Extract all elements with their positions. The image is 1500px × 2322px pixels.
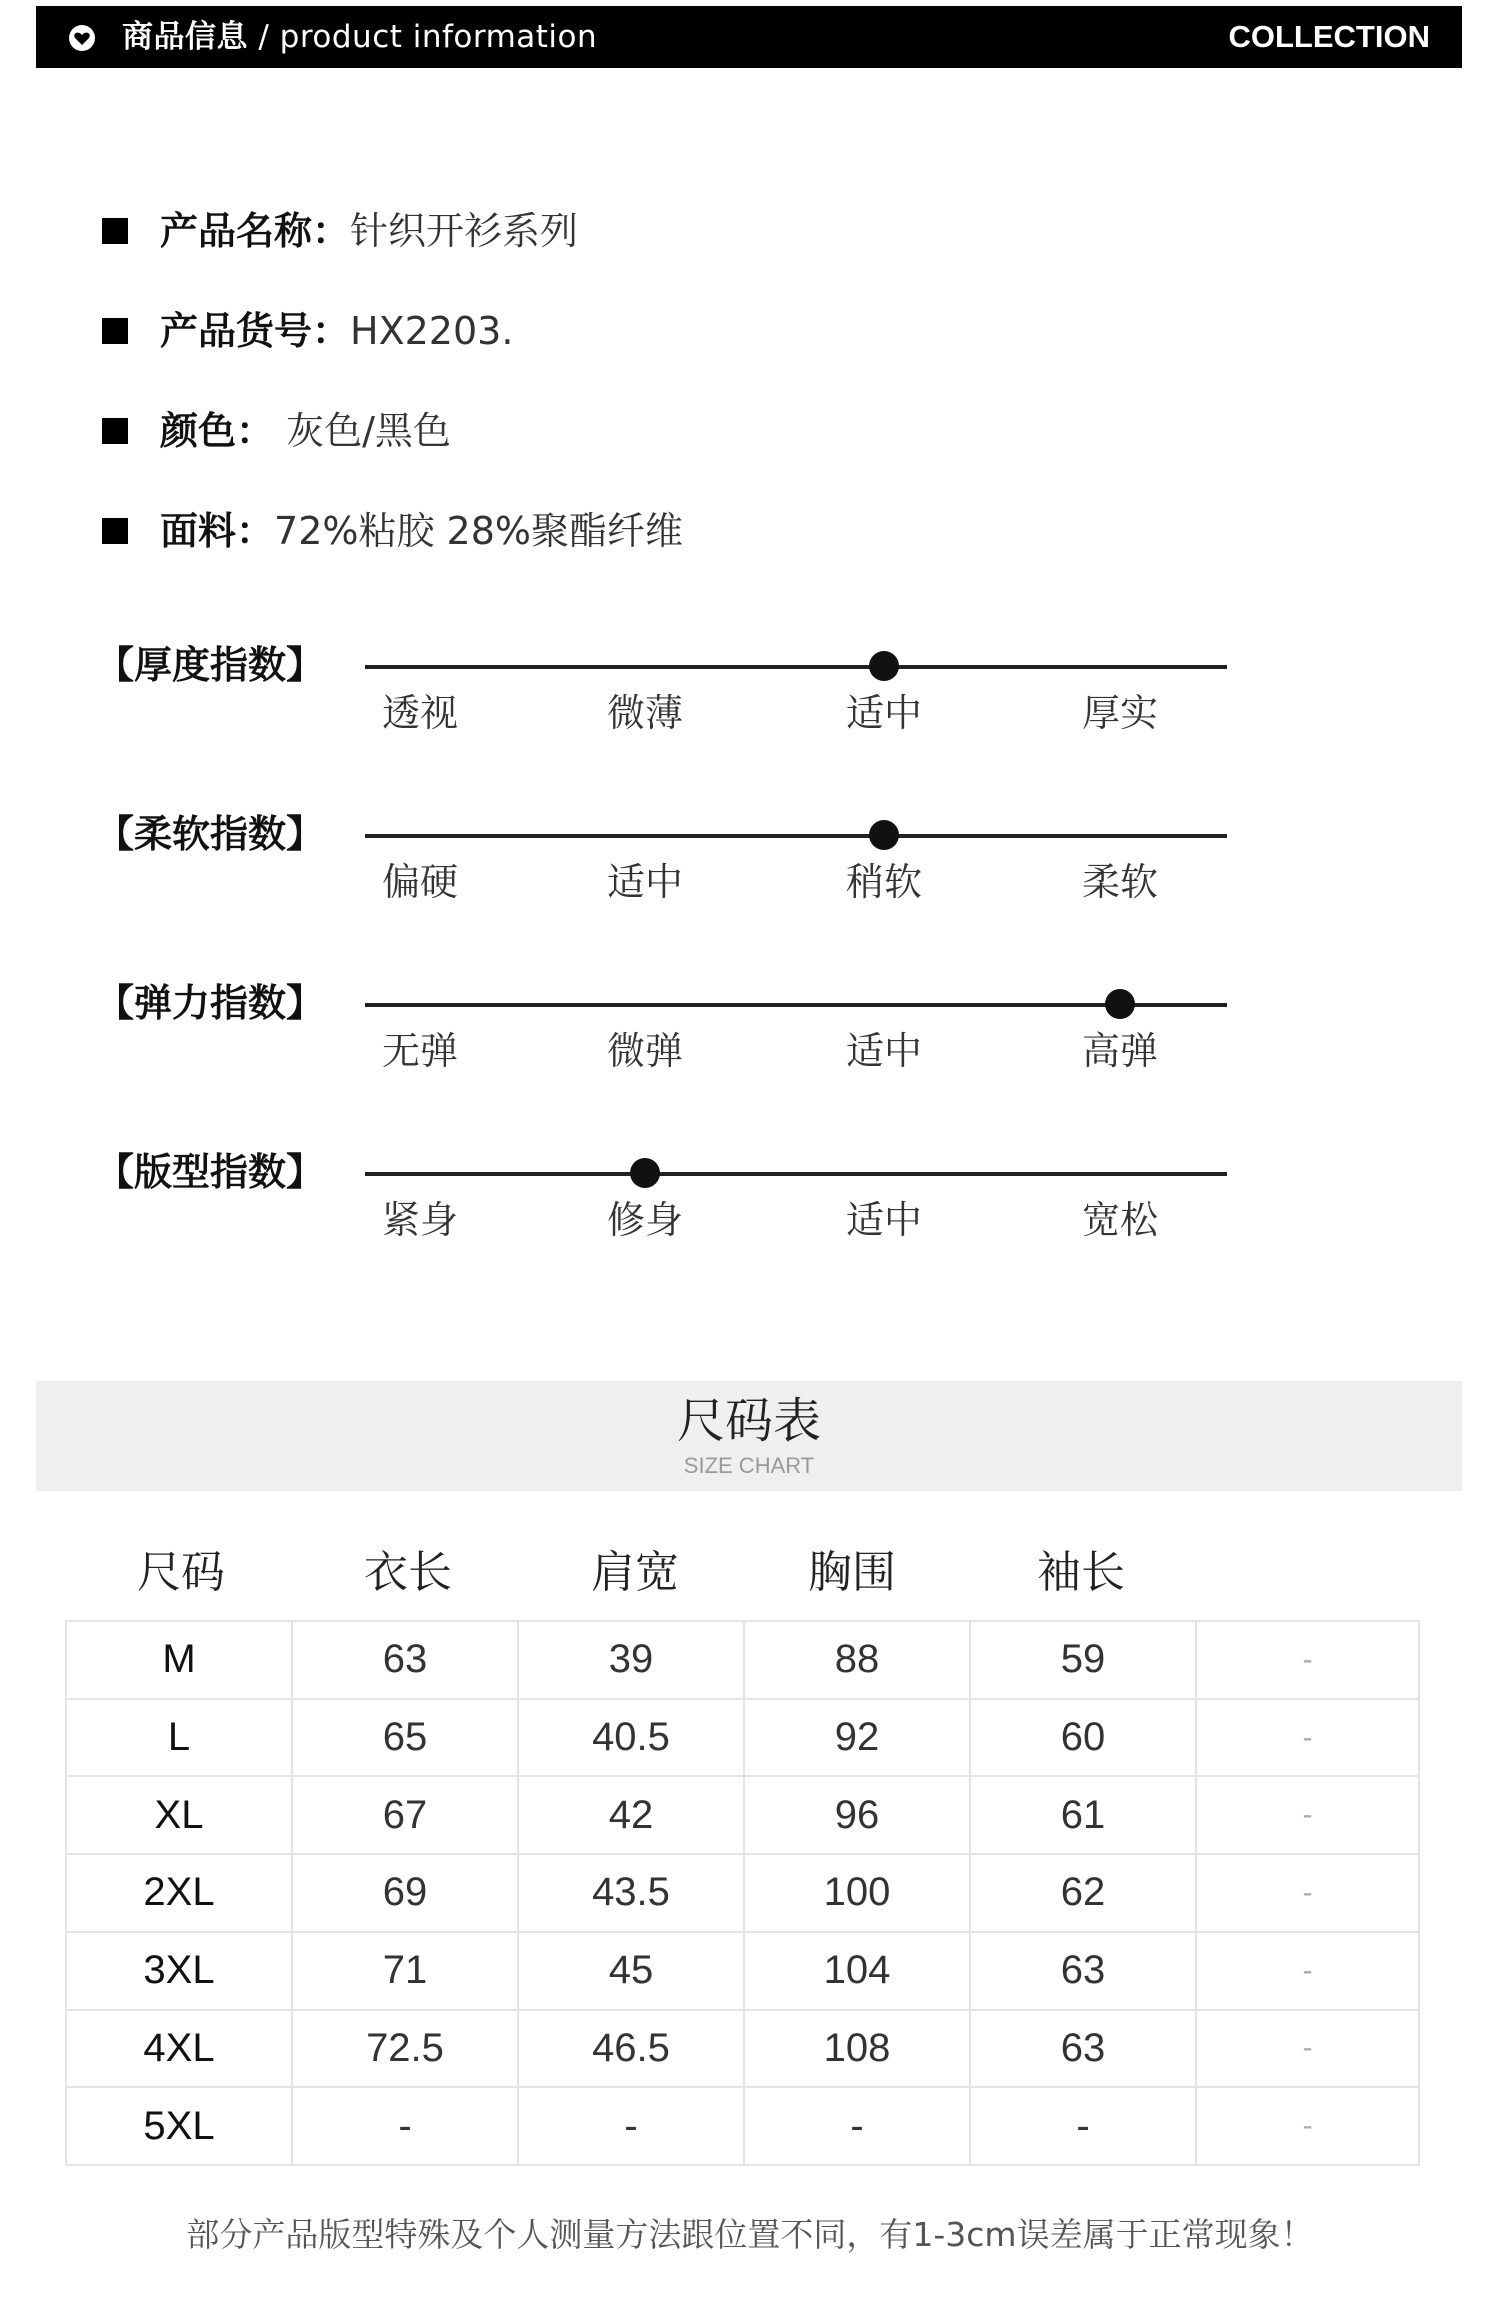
size-cell: XL (66, 1776, 292, 1854)
scale-level: 透视 (381, 691, 458, 735)
scale-thickness (0, 640, 1500, 770)
scale-level: 适中 (845, 1198, 922, 1242)
table-row (66, 2087, 1419, 2165)
scale-elasticity (0, 978, 1500, 1108)
measure-cell: - (518, 2087, 744, 2165)
measure-cell: 59 (970, 1621, 1196, 1699)
measure-cell: 43.5 (518, 1854, 744, 1932)
size-chart-title: 尺码表 (676, 1393, 821, 1449)
square-bullet-icon (102, 418, 128, 444)
header-title-separator: / (248, 19, 280, 55)
measure-cell: 92 (744, 1699, 970, 1777)
extra-cell: - (1196, 2010, 1419, 2088)
info-value: 灰色/黑色 (274, 409, 451, 453)
measurement-note: 部分产品版型特殊及个人测量方法跟位置不同，有1-3cm误差属于正常现象！ (186, 2215, 1314, 2254)
size-chart-header (36, 1381, 1462, 1491)
size-cell: L (66, 1699, 292, 1777)
scale-name: 【弹力指数】 (96, 981, 325, 1025)
measure-cell: 40.5 (518, 1699, 744, 1777)
scale-name: 【厚度指数】 (96, 643, 325, 687)
header-bar (36, 6, 1462, 68)
header-title-en: product information (279, 19, 598, 55)
measure-cell: 72.5 (292, 2010, 518, 2088)
square-bullet-icon (102, 218, 128, 244)
size-cell: 4XL (66, 2010, 292, 2088)
measure-cell: 63 (970, 1932, 1196, 2010)
measure-cell: - (744, 2087, 970, 2165)
scale-line (365, 834, 1227, 838)
scale-level: 高弹 (1081, 1029, 1158, 1073)
info-label: 产品货号： (160, 309, 351, 353)
info-label: 产品名称： (160, 209, 351, 253)
scale-marker-dot (630, 1158, 660, 1188)
scale-fit (0, 1147, 1500, 1277)
size-cell: 5XL (66, 2087, 292, 2165)
scale-level: 紧身 (381, 1198, 458, 1242)
column-header: 肩宽 (591, 1547, 679, 1598)
header-title (122, 6, 597, 68)
extra-cell: - (1196, 1932, 1419, 2010)
extra-cell: - (1196, 1621, 1419, 1699)
measure-cell: 63 (970, 2010, 1196, 2088)
info-label: 颜色： (160, 409, 275, 453)
size-cell: 2XL (66, 1854, 292, 1932)
measure-cell: 46.5 (518, 2010, 744, 2088)
extra-cell: - (1196, 1699, 1419, 1777)
heart-icon (68, 24, 96, 52)
measure-cell: 42 (518, 1776, 744, 1854)
measure-cell: 88 (744, 1621, 970, 1699)
measure-cell: 45 (518, 1932, 744, 2010)
size-cell: M (66, 1621, 292, 1699)
table-row (66, 1854, 1419, 1932)
measure-cell: 65 (292, 1699, 518, 1777)
measure-cell: 60 (970, 1699, 1196, 1777)
info-value: 72%粘胶 28%聚酯纤维 (274, 509, 684, 553)
square-bullet-icon (102, 518, 128, 544)
measure-cell: 108 (744, 2010, 970, 2088)
measure-cell: 71 (292, 1932, 518, 2010)
scale-level: 柔软 (1081, 860, 1158, 904)
scale-level: 微薄 (606, 691, 683, 735)
scale-line (365, 665, 1227, 669)
measure-cell: - (292, 2087, 518, 2165)
info-value: HX2203. (350, 309, 514, 353)
info-label: 面料： (160, 509, 275, 553)
scale-marker-dot (869, 820, 899, 850)
scale-line (365, 1003, 1227, 1007)
column-header: 尺码 (137, 1547, 225, 1598)
scale-level: 宽松 (1081, 1198, 1158, 1242)
table-row (66, 1776, 1419, 1854)
column-header: 袖长 (1037, 1547, 1125, 1598)
scale-marker-dot (1105, 989, 1135, 1019)
measure-cell: 67 (292, 1776, 518, 1854)
scale-line (365, 1172, 1227, 1176)
measure-cell: 69 (292, 1854, 518, 1932)
size-cell: 3XL (66, 1932, 292, 2010)
scale-level: 微弹 (606, 1029, 683, 1073)
square-bullet-icon (102, 318, 128, 344)
measure-cell: 62 (970, 1854, 1196, 1932)
column-header: 胸围 (808, 1547, 896, 1598)
measure-cell: - (970, 2087, 1196, 2165)
collection-label: COLLECTION (1228, 19, 1430, 54)
table-row (66, 1621, 1419, 1699)
scale-level: 厚实 (1081, 691, 1158, 735)
column-header: 衣长 (364, 1547, 452, 1598)
info-row-color (102, 401, 451, 461)
measure-cell: 61 (970, 1776, 1196, 1854)
info-value: 针织开衫系列 (350, 209, 579, 253)
measure-cell: 96 (744, 1776, 970, 1854)
table-row (66, 2010, 1419, 2088)
header-title-zh: 商品信息 (122, 19, 248, 55)
measure-cell: 100 (744, 1854, 970, 1932)
scale-marker-dot (869, 651, 899, 681)
measure-cell: 104 (744, 1932, 970, 2010)
scale-level: 适中 (845, 691, 922, 735)
info-row-sku (102, 301, 513, 361)
scale-level: 修身 (606, 1198, 683, 1242)
extra-cell: - (1196, 1854, 1419, 1932)
measure-cell: 63 (292, 1621, 518, 1699)
scale-level: 适中 (845, 1029, 922, 1073)
measure-cell: 39 (518, 1621, 744, 1699)
scale-level: 偏硬 (381, 860, 458, 904)
extra-cell: - (1196, 1776, 1419, 1854)
scale-level: 稍软 (845, 860, 922, 904)
scale-name: 【柔软指数】 (96, 812, 325, 856)
info-row-fabric (102, 501, 683, 561)
table-row (66, 1932, 1419, 2010)
scale-name: 【版型指数】 (96, 1150, 325, 1194)
scale-softness (0, 809, 1500, 939)
extra-cell: - (1196, 2087, 1419, 2165)
size-table (65, 1620, 1420, 2166)
scale-level: 无弹 (381, 1029, 458, 1073)
info-row-name (102, 201, 578, 261)
scale-level: 适中 (606, 860, 683, 904)
table-row (66, 1699, 1419, 1777)
size-chart-subtitle: SIZE CHART (683, 1453, 815, 1478)
